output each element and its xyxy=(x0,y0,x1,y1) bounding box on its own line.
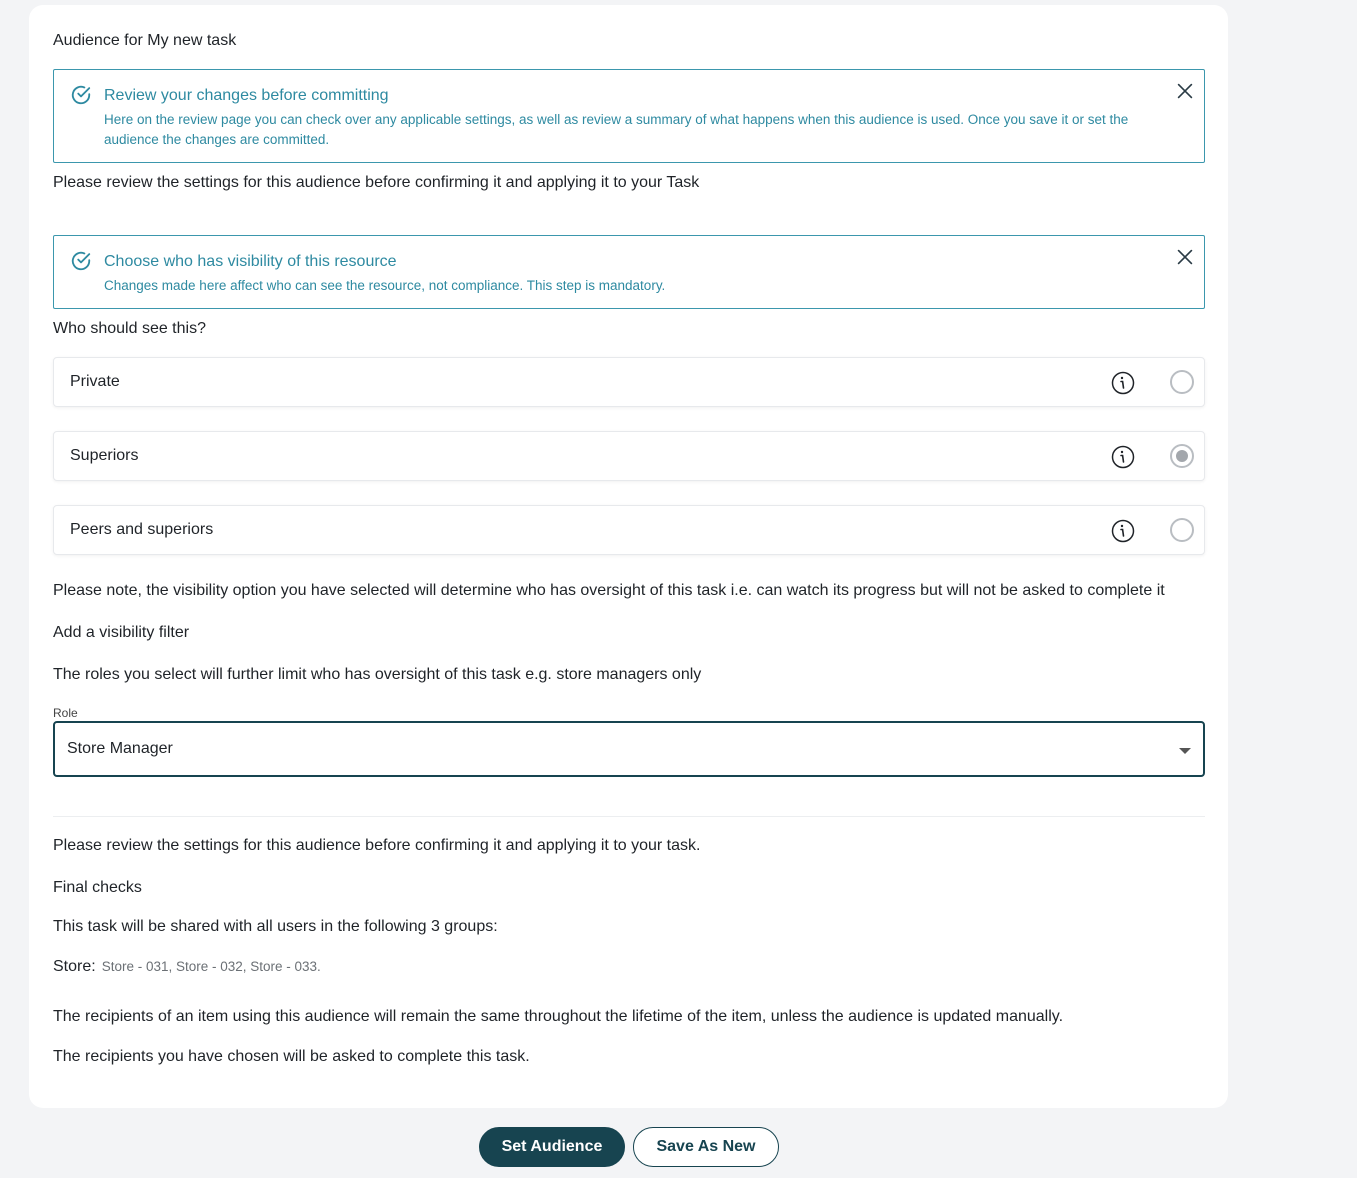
visibility-option-superiors[interactable] xyxy=(53,431,1205,481)
close-icon[interactable] xyxy=(1174,80,1196,102)
divider xyxy=(53,816,1205,817)
caret-down-icon xyxy=(1179,748,1191,754)
store-label: Store: xyxy=(53,958,96,975)
page-title: Audience for My new task xyxy=(53,32,237,49)
radio-button-selected[interactable] xyxy=(1170,444,1194,468)
review-alert xyxy=(53,69,1205,163)
store-values: Store - 031, Store - 032, Store - 033. xyxy=(101,959,321,974)
alert-title: Choose who has visibility of this resource xyxy=(104,253,397,270)
role-select[interactable] xyxy=(53,721,1205,777)
radio-button[interactable] xyxy=(1170,518,1194,542)
role-field-label: Role xyxy=(53,706,78,720)
info-icon[interactable] xyxy=(1111,371,1135,395)
alert-body: Here on the review page you can check over any applicable settings, as well as review a summary of what happens when this audience is used. Once you save it or set the audience the changes are committed. xyxy=(104,112,1129,147)
alert-title: Review your changes before committing xyxy=(104,87,389,104)
visibility-alert xyxy=(53,235,1205,309)
set-audience-button[interactable]: Set Audience xyxy=(479,1127,625,1167)
alert-body: Changes made here affect who can see the resource, not compliance. This step is mandatory. xyxy=(104,278,666,293)
visibility-note: Please note, the visibility option you have selected will determine who has oversight of this task i.e. can watch its progress but will not be asked to complete it xyxy=(53,582,1165,599)
visibility-option-peers-and-superiors[interactable] xyxy=(53,505,1205,555)
info-icon[interactable] xyxy=(1111,445,1135,469)
visibility-question: Who should see this? xyxy=(53,320,206,337)
filter-heading: Add a visibility filter xyxy=(53,624,190,641)
filter-description: The roles you select will further limit who has oversight of this task e.g. store managers only xyxy=(53,666,702,683)
check-circle-icon xyxy=(70,84,92,106)
radio-button[interactable] xyxy=(1170,370,1194,394)
save-as-new-button[interactable]: Save As New xyxy=(633,1127,779,1167)
visibility-option-private[interactable] xyxy=(53,357,1205,407)
final-checks-heading: Final checks xyxy=(53,879,142,896)
shared-with-text: This task will be shared with all users in the following 3 groups: xyxy=(53,918,498,935)
recipients-note: The recipients of an item using this audience will remain the same throughout the lifetime of the item, unless the audience is updated manually. xyxy=(53,1008,1064,1025)
review-intro: Please review the settings for this audience before confirming it and applying it to your Task xyxy=(53,174,700,191)
audience-card xyxy=(29,5,1228,1108)
option-label: Private xyxy=(70,373,120,390)
info-icon[interactable] xyxy=(1111,519,1135,543)
recipients-complete-note: The recipients you have chosen will be asked to complete this task. xyxy=(53,1048,530,1065)
check-circle-icon xyxy=(70,250,92,272)
store-line xyxy=(53,958,321,976)
close-icon[interactable] xyxy=(1174,246,1196,268)
role-select-value: Store Manager xyxy=(67,740,173,757)
option-label: Superiors xyxy=(70,447,139,464)
option-label: Peers and superiors xyxy=(70,521,214,538)
summary-intro: Please review the settings for this audience before confirming it and applying it to your task. xyxy=(53,837,701,854)
